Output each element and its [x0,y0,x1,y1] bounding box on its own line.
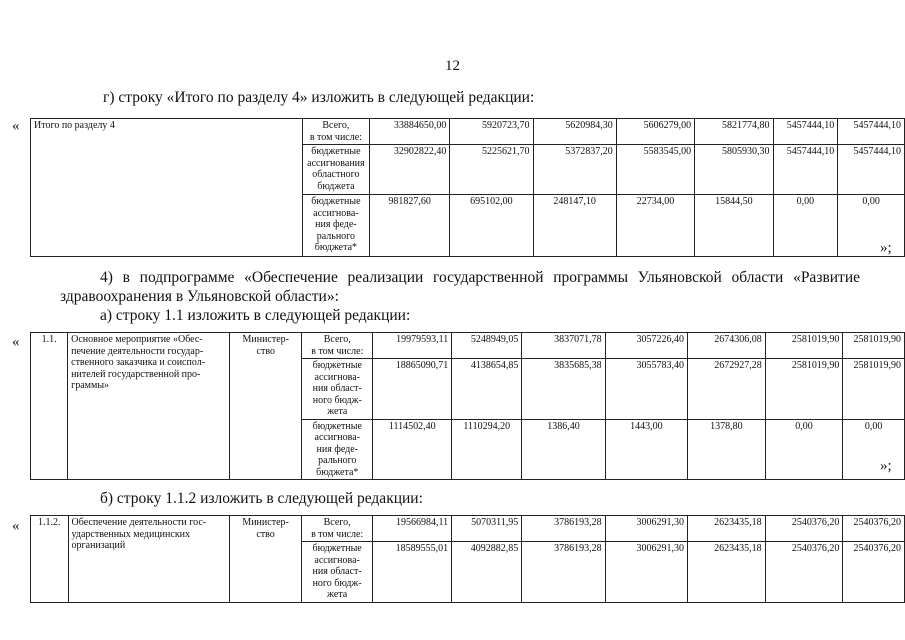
label-total: Всего, в том числе: [302,333,373,359]
cell: 4092882,85 [452,542,522,603]
cell: 19566984,11 [373,516,452,542]
label-federal: бюджетные ассигнова- ния феде- рального бюджета* [302,419,373,480]
cell: 0,00 [773,195,838,257]
cell: 18589555,01 [373,542,452,603]
cell: 5248949,05 [452,333,522,359]
cell: 3786193,28 [522,542,605,603]
row-name: Итого по разделу 4 [31,119,303,257]
cell: 1114502,40 [373,419,452,480]
cell: 33884650,00 [369,119,449,145]
cell: 5583545,00 [616,145,694,195]
label-total: Всего, в том числе: [302,516,373,542]
cell: 19979593,11 [373,333,452,359]
cell: 5805930,30 [695,145,773,195]
cell: 4138654,85 [452,359,522,420]
cell: 1378,80 [688,419,766,480]
cell: 0,00 [765,419,843,480]
cell: 5372837,20 [533,145,616,195]
cell: 0,00 [838,195,905,257]
cell: 2581019,90 [765,333,843,359]
cell: 5920723,70 [450,119,533,145]
label-total: Всего, в том числе: [302,119,369,145]
label-regional: бюджетные ассигнова- ния област- ного бюдж- жета [302,542,373,603]
cell: 2623435,18 [687,516,765,542]
cell: 2581019,90 [843,359,905,420]
cell: 1386,40 [522,419,605,480]
cell: 5070311,95 [452,516,522,542]
cell: 18865090,71 [373,359,452,420]
cell: 5821774,80 [695,119,773,145]
cell: 3835685,38 [522,359,605,420]
cell: 2540376,20 [765,516,843,542]
table-row-1-1 [30,332,905,480]
cell: 5457444,10 [773,119,838,145]
table-total-section-4 [30,118,905,257]
cell: 3006291,30 [605,542,687,603]
cell: 2623435,18 [687,542,765,603]
section-a-heading: а) строку 1.1 изложить в следующей редакции: [100,307,411,324]
cell: 5225621,70 [450,145,533,195]
cell: 2581019,90 [765,359,843,420]
cell: 3057226,40 [605,333,687,359]
cell: 3837071,78 [522,333,605,359]
cell: 2674306,08 [688,333,766,359]
open-quote-3: « [12,518,20,534]
cell: 5457444,10 [838,119,905,145]
cell: 248147,10 [533,195,616,257]
cell: 5606279,00 [616,119,694,145]
cell: 1443,00 [605,419,687,480]
cell: 695102,00 [450,195,533,257]
cell: 15844,50 [695,195,773,257]
label-federal: бюджетные ассигнова- ния феде- рального бюджета* [302,195,369,257]
cell: 22734,00 [616,195,694,257]
page-number: 12 [445,58,460,74]
cell: 3055783,40 [605,359,687,420]
cell: 3786193,28 [522,516,605,542]
section-g-heading: г) строку «Итого по разделу 4» изложить в следующей редакции: [103,89,535,106]
cell: 2581019,90 [843,333,905,359]
open-quote-1: « [12,118,20,134]
label-regional: бюджетные ассигнова- ния област- ного бюдж- жета [302,359,373,420]
cell: 1110294,20 [452,419,522,480]
cell: 2540376,20 [843,516,905,542]
open-quote-2: « [12,334,20,350]
close-quote-1: »; [880,240,892,256]
cell: 32902822,40 [369,145,449,195]
cell: 5457444,10 [838,145,905,195]
cell: 981827,60 [369,195,449,257]
cell: 3006291,30 [605,516,687,542]
close-quote-2: »; [880,458,892,474]
cell: 5620984,30 [533,119,616,145]
row-executor: Министер- ство [230,333,302,480]
label-regional: бюджетные ассигнования областного бюджета [302,145,369,195]
row-name: Основное мероприятие «Обес- печение деятельности государ- ственного заказчика и соиспол- нителей государственной про- граммы» [68,333,230,480]
table-row-1-1-2 [30,515,905,603]
cell: 2672927,28 [688,359,766,420]
section-b-heading: б) строку 1.1.2 изложить в следующей редакции: [100,490,423,507]
cell: 0,00 [843,419,905,480]
cell: 2540376,20 [843,542,905,603]
cell: 2540376,20 [765,542,843,603]
row-name: Обеспечение деятельности гос- ударственных медицинских организаций [68,516,230,603]
paragraph-4: 4) в подпрограмме «Обеспечение реализации государственной программы Ульяновской области «Развитие здравоохранения в Ульяновской области»: [60,269,860,305]
row-number: 1.1.2. [31,516,69,603]
cell: 5457444,10 [773,145,838,195]
row-executor: Министер- ство [230,516,302,603]
row-number: 1.1. [31,333,68,480]
